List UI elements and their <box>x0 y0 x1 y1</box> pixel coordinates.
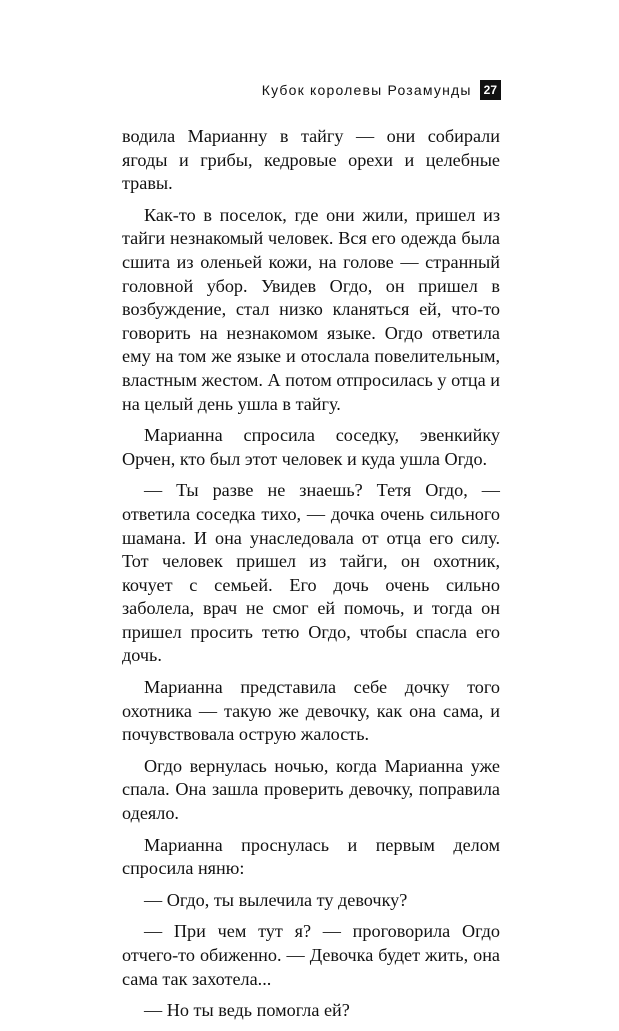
running-title: Кубок королевы Розамунды <box>261 82 472 98</box>
paragraph-dialogue: — Но ты ведь помогла ей? <box>144 1000 350 1021</box>
paragraph-dialogue: — Огдо, ты вылечила ту девочку? <box>144 889 408 910</box>
running-head <box>262 79 501 101</box>
paragraph-dialogue: — Ты разве не знаешь? Тетя Огдо, — ответила соседка тихо, — дочка очень сильного шамана. И она унаследовала от отца его силу. Тот человек пришел из тайги, он охотник, кочует с семьей. Его дочь очень сильно заболела, врач не смог ей помочь, и тогда он пришел просить тетю Огдо, чтобы спасла его дочь. <box>122 480 500 666</box>
paragraph: Марианна проснулась и первым делом спросила няню: <box>122 834 500 879</box>
paragraph: Как-то в поселок, где они жили, пришел из тайги незнакомый человек. Вся его одежда была сшита из оленьей кожи, на голове — странный головной убор. Увидев Огдо, он пришел в возбуждение, стал низко кланяться ей, что-то говорить на незнакомом языке. Огдо ответила ему на том же языке и отослала повелительным, властным жестом. А потом отпросилась у отца и на целый день ушла в тайгу. <box>122 204 500 414</box>
paragraph: Марианна представила себе дочку того охотника — такую же девочку, как она сама, и почувствовала острую жалость. <box>122 677 500 745</box>
paragraph-dialogue: — При чем тут я? — проговорила Огдо отчего-то обиженно. — Девочка будет жить, она сама так захотела... <box>122 921 500 989</box>
body-text <box>122 125 500 1031</box>
paragraph: Марианна спросила соседку, эвенкийку Орчен, кто был этот человек и куда ушла Огдо. <box>122 425 500 469</box>
page-number: 27 <box>480 80 501 100</box>
paragraph-continuation: водила Марианну в тайгу — они собирали ягоды и грибы, кедровые орехи и целебные травы. <box>122 126 500 194</box>
paragraph: Огдо вернулась ночью, когда Марианна уже спала. Она зашла проверить девочку, поправила одеяло. <box>122 755 500 824</box>
